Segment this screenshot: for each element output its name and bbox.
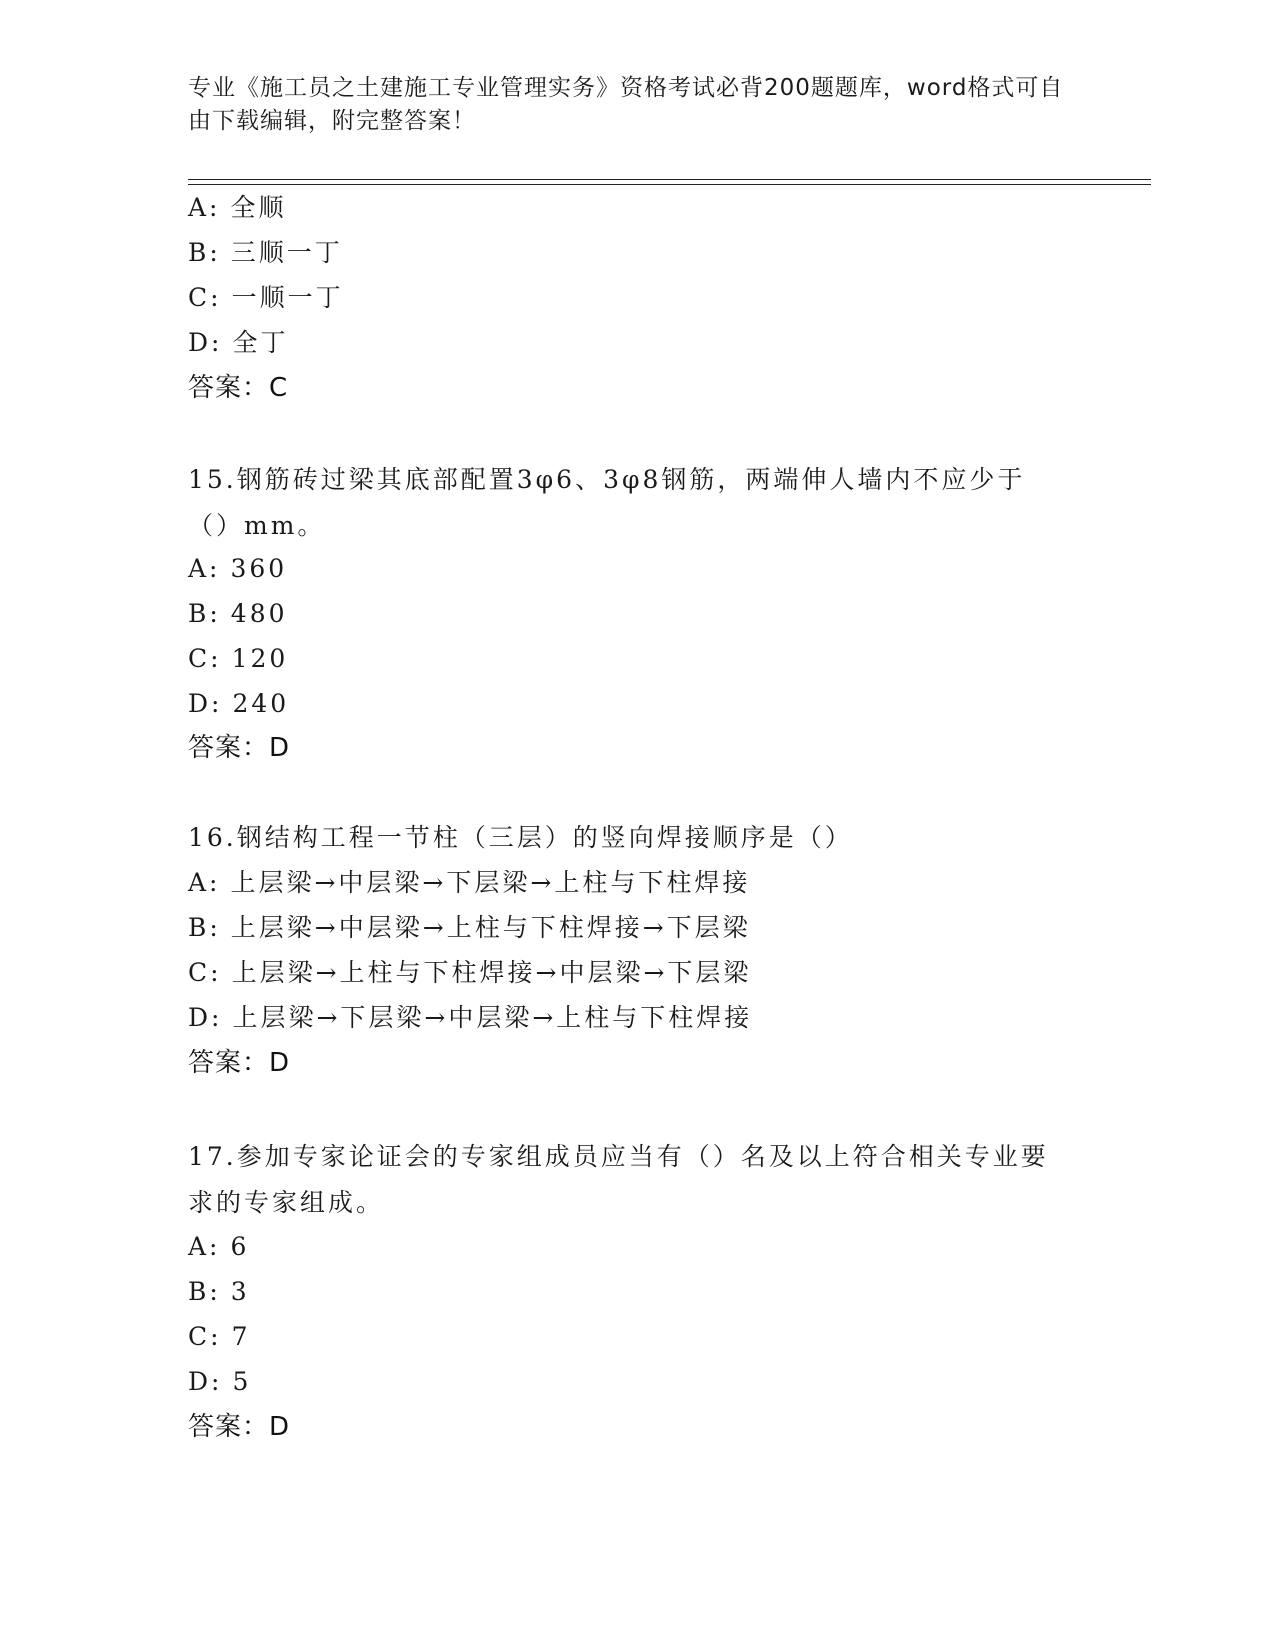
question-17-stem: 17.参加专家论证会的专家组成员应当有（）名及以上符合相关专业要求的专家组成。 (188, 1142, 1049, 1217)
prev-answer: 答案：C (188, 373, 289, 403)
question-15-option-a: A: 360 (188, 554, 288, 583)
question-15-option-d: D: 240 (188, 689, 290, 718)
prev-option-b: B: 三顺一丁 (188, 238, 343, 267)
question-16-option-a: A: 上层梁→中层梁→下层梁→上柱与下柱焊接 (188, 868, 751, 897)
question-17-option-a: A: 6 (188, 1232, 250, 1261)
question-17-answer: 答案：D (188, 1412, 291, 1442)
prev-option-a: A: 全顺 (188, 193, 287, 222)
header-rule-bottom (188, 184, 1151, 185)
header-rule-top (188, 179, 1151, 180)
question-17-option-c: C: 7 (188, 1322, 251, 1351)
question-15-option-b: B: 480 (188, 599, 288, 628)
question-16-option-c: C: 上层梁→上柱与下柱焊接→中层梁→下层梁 (188, 958, 752, 987)
question-17-option-b: B: 3 (188, 1277, 250, 1306)
document-header: 专业《施工员之土建施工专业管理实务》资格考试必背200题题库，word格式可自由下载编辑，附完整答案！ (188, 75, 1064, 134)
question-16-option-d: D: 上层梁→下层梁→中层梁→上柱与下柱焊接 (188, 1003, 753, 1032)
question-16-option-b: B: 上层梁→中层梁→上柱与下柱焊接→下层梁 (188, 913, 751, 942)
prev-option-d: D: 全丁 (188, 328, 289, 357)
question-17-option-d: D: 5 (188, 1367, 252, 1396)
question-15-option-c: C: 120 (188, 644, 289, 673)
prev-option-c: C: 一顺一丁 (188, 283, 344, 312)
question-16-stem: 16.钢结构工程一节柱（三层）的竖向焊接顺序是（） (188, 823, 853, 852)
question-15-answer: 答案：D (188, 733, 291, 763)
question-16-answer: 答案：D (188, 1048, 291, 1078)
question-15-stem: 15.钢筋砖过梁其底部配置3φ6、3φ8钢筋，两端伸人墙内不应少于（）mm。 (188, 465, 1026, 540)
